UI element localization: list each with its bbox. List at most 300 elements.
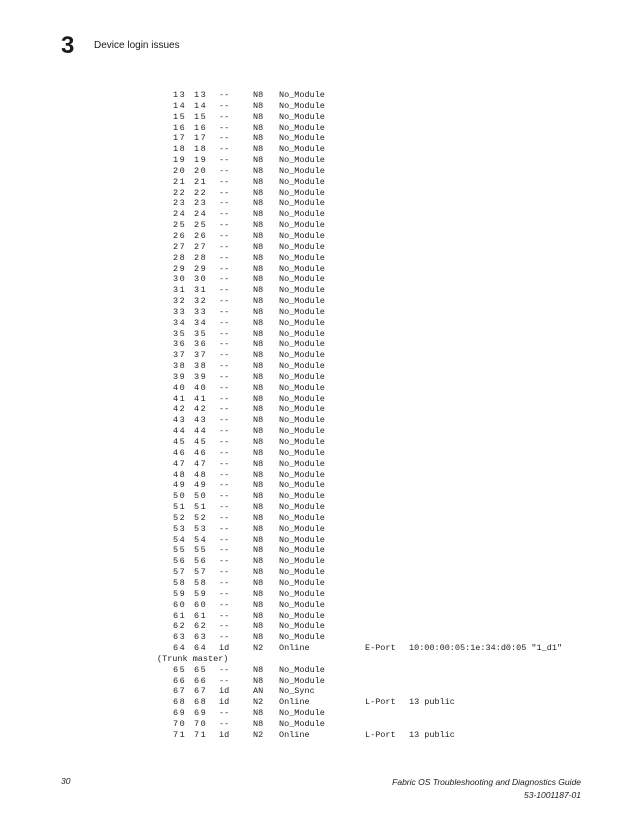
port-row (152, 600, 592, 611)
port-number: 16 (194, 122, 208, 133)
port-address: id (219, 697, 230, 708)
port-address: -- (219, 718, 230, 729)
port-index: 51 (173, 502, 187, 513)
port-type: L-Port (365, 729, 396, 740)
port-index: 30 (173, 274, 187, 285)
port-index: 38 (173, 361, 187, 372)
port-state: No_Module (279, 111, 325, 122)
port-number: 28 (194, 252, 208, 263)
port-index: 35 (173, 328, 187, 339)
port-address: -- (219, 187, 230, 198)
port-media: N8 (253, 664, 264, 675)
port-number: 38 (194, 361, 208, 372)
port-address: -- (219, 220, 230, 231)
port-address: -- (219, 350, 230, 361)
port-state: No_Module (279, 708, 325, 719)
port-state: No_Module (279, 306, 325, 317)
port-index: 57 (173, 567, 187, 578)
port-media: N8 (253, 599, 264, 610)
port-number: 17 (194, 133, 208, 144)
port-media: N8 (253, 491, 264, 502)
port-media: N8 (253, 371, 264, 382)
port-number: 21 (194, 176, 208, 187)
port-state: No_Module (279, 426, 325, 437)
port-index: 41 (173, 393, 187, 404)
port-index: 67 (173, 686, 187, 697)
port-index: 70 (173, 718, 187, 729)
port-address: -- (219, 274, 230, 285)
port-number: 54 (194, 534, 208, 545)
port-state: No_Module (279, 241, 325, 252)
port-number: 67 (194, 686, 208, 697)
port-number: 65 (194, 664, 208, 675)
port-row (152, 730, 592, 741)
port-state: No_Module (279, 545, 325, 556)
port-address: -- (219, 632, 230, 643)
port-index: 64 (173, 643, 187, 654)
port-media: N8 (253, 176, 264, 187)
port-state: No_Module (279, 577, 325, 588)
port-media: N8 (253, 209, 264, 220)
port-media: N8 (253, 437, 264, 447)
port-state: No_Module (279, 198, 325, 209)
port-row (152, 383, 592, 394)
port-media: N8 (253, 306, 264, 317)
port-index: 50 (173, 491, 187, 502)
port-state: No_Module (279, 263, 325, 274)
port-media: N8 (253, 241, 264, 252)
port-state: No_Module (279, 599, 325, 610)
port-media: N8 (253, 100, 264, 111)
port-index: 13 (173, 90, 187, 100)
port-state: No_Module (279, 382, 325, 393)
port-media: N8 (253, 90, 264, 100)
port-media: N8 (253, 556, 264, 567)
port-state: No_Module (279, 447, 325, 458)
port-index: 61 (173, 610, 187, 621)
port-type: L-Port (365, 697, 396, 708)
port-state: No_Module (279, 675, 325, 686)
port-row (152, 209, 592, 220)
port-index: 42 (173, 404, 187, 415)
port-state: No_Module (279, 176, 325, 187)
port-index: 49 (173, 480, 187, 491)
port-row (152, 556, 592, 567)
port-media: N8 (253, 252, 264, 263)
port-state: No_Module (279, 415, 325, 426)
port-state: No_Module (279, 133, 325, 144)
port-media: N8 (253, 447, 264, 458)
port-media: N8 (253, 708, 264, 719)
port-state: No_Module (279, 458, 325, 469)
port-media: N8 (253, 415, 264, 426)
port-number: 18 (194, 144, 208, 155)
port-media: N8 (253, 220, 264, 231)
port-row (152, 198, 592, 209)
port-media: N8 (253, 469, 264, 480)
guide-title: Fabric OS Troubleshooting and Diagnostics Guide (392, 777, 581, 787)
port-row (152, 372, 592, 383)
port-media: N8 (253, 632, 264, 643)
port-address: id (219, 729, 230, 740)
port-address: -- (219, 361, 230, 372)
port-address: -- (219, 252, 230, 263)
port-number: 44 (194, 426, 208, 437)
port-media: N8 (253, 502, 264, 513)
port-address: -- (219, 458, 230, 469)
port-row (152, 686, 592, 697)
port-media: AN (253, 686, 264, 697)
port-index: 26 (173, 230, 187, 241)
port-number: 52 (194, 512, 208, 523)
port-row (152, 90, 592, 101)
port-media: N8 (253, 675, 264, 686)
port-state: No_Module (279, 339, 325, 350)
port-index: 27 (173, 241, 187, 252)
port-media: N8 (253, 426, 264, 437)
port-number: 60 (194, 599, 208, 610)
port-media: N8 (253, 458, 264, 469)
port-media: N8 (253, 534, 264, 545)
port-number: 42 (194, 404, 208, 415)
port-state: No_Module (279, 502, 325, 513)
port-row (152, 285, 592, 296)
port-index: 62 (173, 621, 187, 632)
port-row (152, 144, 592, 155)
port-number: 57 (194, 567, 208, 578)
port-row (152, 470, 592, 481)
port-state: No_Module (279, 155, 325, 166)
port-media: N8 (253, 155, 264, 166)
port-index: 21 (173, 176, 187, 187)
port-number: 45 (194, 437, 208, 447)
port-address: -- (219, 577, 230, 588)
port-state: No_Module (279, 621, 325, 632)
port-number: 34 (194, 317, 208, 328)
port-row (152, 231, 592, 242)
port-address: -- (219, 209, 230, 220)
port-index: 46 (173, 447, 187, 458)
port-row (152, 350, 592, 361)
port-address: -- (219, 241, 230, 252)
port-number: 27 (194, 241, 208, 252)
port-address: -- (219, 328, 230, 339)
port-row (152, 502, 592, 513)
port-media: N2 (253, 643, 264, 654)
port-address: -- (219, 599, 230, 610)
port-row (152, 535, 592, 546)
port-row (152, 166, 592, 177)
port-media: N8 (253, 274, 264, 285)
port-media: N8 (253, 285, 264, 296)
port-state: No_Module (279, 404, 325, 415)
port-media: N8 (253, 404, 264, 415)
port-row (152, 318, 592, 329)
port-media: N8 (253, 339, 264, 350)
port-address: -- (219, 437, 230, 447)
chapter-title: Device login issues (94, 40, 180, 51)
port-number: 69 (194, 708, 208, 719)
port-number: 41 (194, 393, 208, 404)
port-row (152, 339, 592, 350)
port-number: 33 (194, 306, 208, 317)
port-media: N8 (253, 111, 264, 122)
port-state: No_Module (279, 523, 325, 534)
port-index: 18 (173, 144, 187, 155)
port-row (152, 274, 592, 285)
port-state: No_Module (279, 512, 325, 523)
port-index: 34 (173, 317, 187, 328)
port-row (152, 459, 592, 470)
port-row (152, 188, 592, 199)
port-state: No_Module (279, 718, 325, 729)
port-media: N8 (253, 480, 264, 491)
port-comment: 13 public (409, 729, 455, 740)
port-row (152, 578, 592, 589)
port-index: 25 (173, 220, 187, 231)
port-index: 23 (173, 198, 187, 209)
port-address: -- (219, 393, 230, 404)
port-number: 14 (194, 100, 208, 111)
port-row (152, 264, 592, 275)
footer-guide (392, 776, 581, 802)
port-state: No_Module (279, 393, 325, 404)
port-index: 47 (173, 458, 187, 469)
port-address: -- (219, 664, 230, 675)
port-index: 19 (173, 155, 187, 166)
port-media: N8 (253, 133, 264, 144)
port-state: No_Module (279, 534, 325, 545)
port-index: 58 (173, 577, 187, 588)
port-index: 69 (173, 708, 187, 719)
port-index: 29 (173, 263, 187, 274)
port-number: 20 (194, 165, 208, 176)
port-number: 62 (194, 621, 208, 632)
port-address: -- (219, 556, 230, 567)
port-address: -- (219, 621, 230, 632)
port-address: -- (219, 426, 230, 437)
port-media: N8 (253, 382, 264, 393)
port-index: 68 (173, 697, 187, 708)
port-media: N8 (253, 577, 264, 588)
port-row (152, 101, 592, 112)
port-address: -- (219, 111, 230, 122)
port-address: -- (219, 339, 230, 350)
port-state: No_Module (279, 220, 325, 231)
port-address: -- (219, 371, 230, 382)
port-address: -- (219, 523, 230, 534)
port-row (152, 697, 592, 708)
port-row (152, 643, 592, 654)
port-media: N8 (253, 621, 264, 632)
port-number: 59 (194, 588, 208, 599)
port-number: 55 (194, 545, 208, 556)
port-number: 24 (194, 209, 208, 220)
port-state: No_Module (279, 588, 325, 599)
port-number: 71 (194, 729, 208, 740)
port-index: 66 (173, 675, 187, 686)
port-address: -- (219, 610, 230, 621)
port-number: 25 (194, 220, 208, 231)
port-address: -- (219, 512, 230, 523)
port-state: No_Module (279, 285, 325, 296)
chapter-number: 3 (61, 32, 75, 59)
listing-note (152, 654, 592, 665)
port-row (152, 361, 592, 372)
port-row (152, 415, 592, 426)
port-index: 33 (173, 306, 187, 317)
port-state: No_Module (279, 610, 325, 621)
port-address: -- (219, 176, 230, 187)
port-index: 71 (173, 729, 187, 740)
port-address: -- (219, 230, 230, 241)
port-row (152, 632, 592, 643)
port-index: 37 (173, 350, 187, 361)
port-address: -- (219, 263, 230, 274)
port-number: 35 (194, 328, 208, 339)
port-index: 53 (173, 523, 187, 534)
port-number: 53 (194, 523, 208, 534)
port-state: No_Module (279, 90, 325, 100)
port-row (152, 589, 592, 600)
port-row (152, 133, 592, 144)
port-number: 13 (194, 90, 208, 100)
port-media: N8 (253, 198, 264, 209)
port-state: No_Module (279, 252, 325, 263)
port-address: -- (219, 534, 230, 545)
port-row (152, 394, 592, 405)
port-row (152, 253, 592, 264)
port-index: 22 (173, 187, 187, 198)
port-row (152, 329, 592, 340)
port-index: 20 (173, 165, 187, 176)
port-address: -- (219, 198, 230, 209)
port-state: No_Module (279, 437, 325, 447)
port-state: No_Module (279, 317, 325, 328)
port-row (152, 123, 592, 134)
port-address: -- (219, 567, 230, 578)
port-address: id (219, 686, 230, 697)
port-row (152, 567, 592, 578)
port-state: No_Module (279, 274, 325, 285)
port-address: -- (219, 545, 230, 556)
port-number: 46 (194, 447, 208, 458)
port-media: N8 (253, 296, 264, 307)
port-row (152, 220, 592, 231)
port-address: -- (219, 144, 230, 155)
port-row (152, 296, 592, 307)
port-address: -- (219, 165, 230, 176)
port-state: No_Module (279, 664, 325, 675)
port-index: 14 (173, 100, 187, 111)
port-index: 24 (173, 209, 187, 220)
port-media: N8 (253, 350, 264, 361)
port-index: 39 (173, 371, 187, 382)
port-media: N8 (253, 512, 264, 523)
port-media: N8 (253, 144, 264, 155)
port-media: N8 (253, 328, 264, 339)
port-index: 44 (173, 426, 187, 437)
port-media: N8 (253, 230, 264, 241)
port-index: 60 (173, 599, 187, 610)
port-number: 43 (194, 415, 208, 426)
port-number: 30 (194, 274, 208, 285)
port-media: N8 (253, 122, 264, 133)
port-index: 28 (173, 252, 187, 263)
port-state: No_Module (279, 144, 325, 155)
port-address: -- (219, 155, 230, 166)
port-index: 32 (173, 296, 187, 307)
port-row (152, 708, 592, 719)
port-row (152, 155, 592, 166)
port-address: -- (219, 382, 230, 393)
port-state: No_Module (279, 328, 325, 339)
port-state: Online (279, 697, 310, 708)
port-index: 16 (173, 122, 187, 133)
port-media: N8 (253, 718, 264, 729)
port-index: 54 (173, 534, 187, 545)
port-number: 58 (194, 577, 208, 588)
port-number: 32 (194, 296, 208, 307)
port-state: No_Sync (279, 686, 315, 697)
port-address: -- (219, 100, 230, 111)
port-index: 59 (173, 588, 187, 599)
port-state: Online (279, 643, 310, 654)
port-address: -- (219, 708, 230, 719)
port-address: -- (219, 317, 230, 328)
port-media: N8 (253, 165, 264, 176)
port-address: -- (219, 122, 230, 133)
port-row (152, 437, 592, 448)
port-comment: 13 public (409, 697, 455, 708)
port-state: Online (279, 729, 310, 740)
port-media: N8 (253, 567, 264, 578)
port-number: 37 (194, 350, 208, 361)
port-media: N2 (253, 729, 264, 740)
port-row (152, 426, 592, 437)
port-state: No_Module (279, 230, 325, 241)
port-number: 31 (194, 285, 208, 296)
port-row (152, 448, 592, 459)
port-address: -- (219, 285, 230, 296)
port-address: -- (219, 306, 230, 317)
port-comment: 10:00:00:05:1e:34:d0:05 "1_d1" (409, 643, 563, 654)
port-number: 29 (194, 263, 208, 274)
port-row (152, 513, 592, 524)
port-row (152, 242, 592, 253)
port-address: -- (219, 90, 230, 100)
port-address: id (219, 643, 230, 654)
port-state: No_Module (279, 187, 325, 198)
port-address: -- (219, 675, 230, 686)
page-number: 30 (61, 776, 71, 786)
port-row (152, 621, 592, 632)
port-row (152, 491, 592, 502)
port-number: 48 (194, 469, 208, 480)
port-index: 36 (173, 339, 187, 350)
port-row (152, 719, 592, 730)
port-type: E-Port (365, 643, 396, 654)
port-number: 70 (194, 718, 208, 729)
port-address: -- (219, 469, 230, 480)
port-media: N8 (253, 393, 264, 404)
port-state: No_Module (279, 350, 325, 361)
port-address: -- (219, 296, 230, 307)
port-address: -- (219, 415, 230, 426)
port-address: -- (219, 133, 230, 144)
port-number: 68 (194, 697, 208, 708)
port-number: 66 (194, 675, 208, 686)
